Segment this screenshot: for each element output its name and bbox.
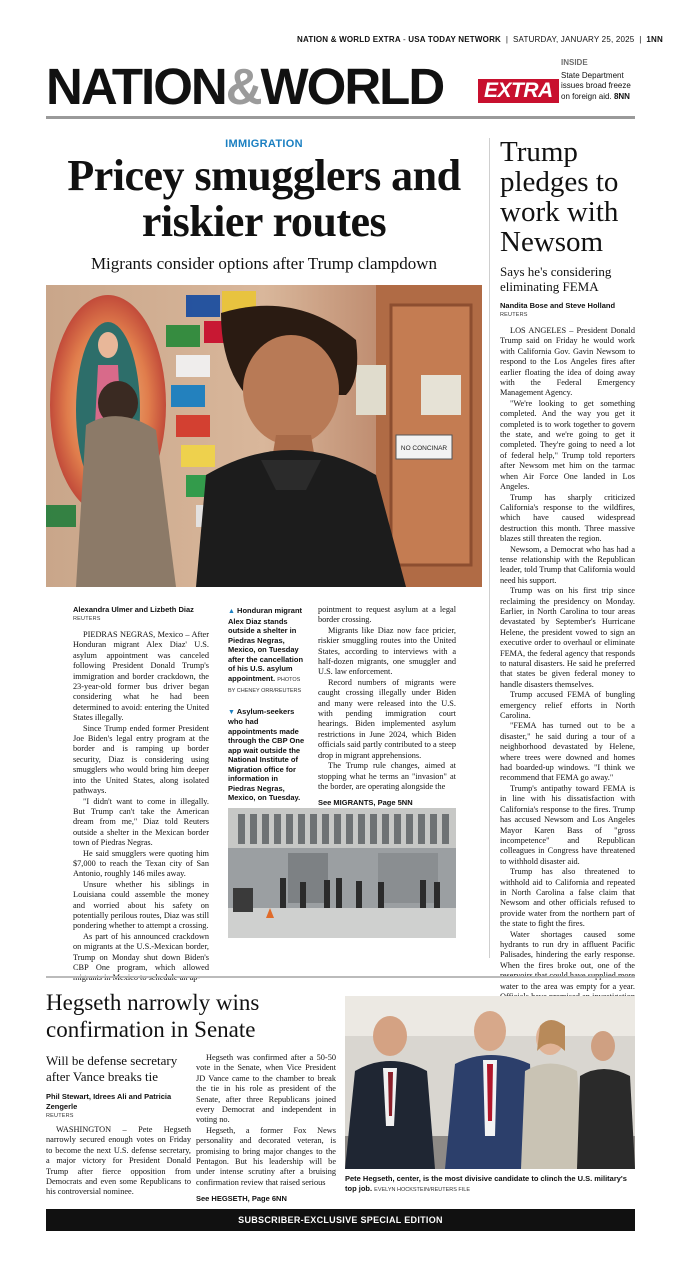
masthead-ampersand: & <box>225 58 261 115</box>
trump-paragraph: Newsom, a Democrat who has had a tense relationship with the Republican leader, told Trump that California would need his support. <box>500 544 635 585</box>
hegseth-agency: REUTERS <box>46 1113 74 1119</box>
trump-headline[interactable]: Trump pledges to work with Newsom <box>500 136 619 258</box>
masthead-word-nation: NATION <box>46 58 226 115</box>
inside-text: State Department issues broad freeze on foreign aid. <box>561 70 631 101</box>
masthead-word-world: WORLD <box>260 58 444 115</box>
trump-paragraph: LOS ANGELES – President Donald Trump said on Friday he would work with California Gov. Gavin Newsom to respond to the Los Angeles fires after earlier floating the idea of doing away with the Federal Emergency Management Agency. <box>500 326 635 398</box>
main-column-3 <box>318 605 456 808</box>
main-deck: Migrants consider options after Trump clampdown <box>90 254 438 273</box>
edition-topline: NATION & WORLD EXTRA - USA TODAY NETWORK | SATURDAY, JANUARY 25, 2025 | 1NN <box>297 35 664 44</box>
trump-paragraph: Water shortages caused some hydrants to run dry in affluent Pacific Palisades, hindering the early response. When the fires broke out, one of the water to the area was empty for a year. <box>500 929 635 991</box>
trump-paragraph: Trump's antipathy toward FEMA is in line with his dissatisfaction with California's response to the fires. Trump has accused Newsom and Los Angeles Mayor Karen Bass of "gross incompetence" and Republican colleagues in Congress have threatened to withhold disaster aid. <box>500 783 635 866</box>
hegseth-column-1 <box>46 1092 191 1198</box>
photo-sign-text: NO CONCINAR <box>400 445 448 452</box>
main-photo-caption: ▲ Honduran migrant Alex Diaz stands outside a shelter in Piedras Negras, Mexico, on Tuesday after the cancellation of his U.S. asylum appointment. PHOTOS BY CHENEY ORR/REUTERS <box>228 606 304 694</box>
main-paragraph: "I didn't want to come in illegally. But Trump can't take the American dream from me," Diaz told Reuters outside a shelter in the Mexican border town of Piedras Negras. <box>73 796 209 848</box>
triangle-up-icon: ▲ <box>228 608 235 615</box>
triangle-down-icon: ▼ <box>228 708 235 716</box>
main-jump-link[interactable]: See MIGRANTS, Page 5NN <box>318 798 413 808</box>
hegseth-paragraph: Hegseth was confirmed after a 50-50 vote in the Senate, when Vice President JD Vance came to the chamber to break the tie in his role as president of the Senate, after three Republicans joined every Democrat and independent in voting no. <box>196 1053 336 1125</box>
masthead-extra-badge: EXTRA <box>478 79 559 103</box>
masthead-rule <box>46 116 635 119</box>
inside-label: INSIDE <box>561 58 588 67</box>
main-paragraph: Unsure whether his siblings in Louisiana could assemble the money and worried about his safety on potentially perilous routes, Diaz was still pondering whether to attempt a crossing. <box>73 879 209 931</box>
main-byline: Alexandra Ulmer and Lizbeth Diaz <box>73 605 194 614</box>
inside-teaser[interactable] <box>561 58 641 102</box>
main-kicker: IMMIGRATION <box>225 138 303 150</box>
main-headline[interactable]: Pricey smugglers and riskier routes <box>67 151 461 246</box>
topline-section: NATION & WORLD EXTRA <box>297 35 401 44</box>
main-agency: REUTERS <box>73 616 101 622</box>
border-photo <box>228 808 456 938</box>
hegseth-jump-link[interactable]: See HEGSETH, Page 6NN <box>196 1194 287 1204</box>
trump-agency: REUTERS <box>500 312 528 318</box>
trump-deck: Says he's considering eliminating FEMA <box>500 264 612 294</box>
section-rule <box>46 976 635 978</box>
trump-paragraph: "We're looking to get something completed. And the way you get it completed is to work together to govern the state, and we're going to get it completed. They're going to need a lot of federal help," Trump told reporters after Newsom met him on the tarmac when Air Force One landed in Los Angeles. <box>500 398 635 492</box>
topline-network: USA TODAY NETWORK <box>408 35 502 44</box>
footer-banner: SUBSCRIBER-EXCLUSIVE SPECIAL EDITION <box>46 1209 635 1231</box>
main-paragraph: As part of his announced crackdown on migrants at the U.S.-Mexican border, Trump on Monday shut down Biden's CBP One program, which allowed <box>73 931 209 972</box>
hegseth-paragraph: Hegseth, a former Fox News personality and decorated veteran, is promising to bring major changes to the Pentagon. But his leadership will be under intense scrutiny after a bruising confirmation review that raised serious <box>196 1125 336 1187</box>
main-paragraph: PIEDRAS NEGRAS, Mexico – After Honduran migrant Alex Diaz' U.S. asylum appointment was canceled following President Donald Trump's immigration and border crackdown, the 23-year-old former bus driver began considering what he had been determined to avoid: entering the United States illegally. <box>73 630 209 723</box>
trump-paragraph: Trump was on his first trip since reclaiming the presidency on Monday. Earlier, in North Carolina to tour areas devastated by September's Hurricane Helene, the president vowed to sign an executive order to overhaul or eliminate FEMA, the federal agency that responds to natural disasters. He said he preferred that states be given federal money to handle disasters themselves. <box>500 586 635 689</box>
hegseth-headline[interactable]: Hegseth narrowly wins confirmation in Senate <box>46 990 260 1042</box>
hegseth-column-2 <box>196 1053 336 1204</box>
main-paragraph: The Trump rule changes, aimed at stopping what he terms an "invasion" at the border, are operating alongside the <box>318 761 456 791</box>
column-divider <box>489 138 490 958</box>
hegseth-byline: Phil Stewart, Idrees Ali and Patricia Zengerle <box>46 1092 172 1111</box>
border-photo-caption: ▼ Asylum-seekers who had appointments made through the CBP One app wait outside the National Institute of Migration office for information in Piedras Negras, Mexico, on Tuesday. <box>228 706 305 802</box>
inside-page: 8NN <box>613 91 630 101</box>
trump-paragraph: Trump has sharply criticized California's response to the wildfires, which have caused widespread destruction this month. Three massive blazes still threaten the region. <box>500 492 635 544</box>
main-paragraph: Migrants like Diaz now face pricier, riskier smuggling routes into the United States, according to interviews with a half-dozen migrants, one smuggler and U.S. law enforcement. <box>318 625 456 677</box>
trump-paragraph: Trump accused FEMA of bungling emergency relief efforts in North Carolina. <box>500 690 635 721</box>
main-paragraph: Since Trump ended former President Joe Biden's legal entry program at the border and is ramping up border security, Diaz is considering using smugglers who would bring him deeper into the United States, along isolated pathways. <box>73 723 209 796</box>
main-column-1 <box>73 605 209 984</box>
main-paragraph: pointment to request asylum at a legal border crossing. <box>318 605 456 625</box>
topline-page: 1NN <box>646 35 664 44</box>
trump-byline: Nandita Bose and Steve Holland <box>500 301 616 310</box>
trump-paragraph: Trump has also threatened to withhold aid to California and repeated in North Carolina a false claim that Newsom and other officials refused to provide water from the northern part of the state to fight the fires. <box>500 867 635 929</box>
photo-credit: PHOTOS BY CHENEY ORR/REUTERS <box>228 676 302 694</box>
masthead <box>46 60 566 114</box>
hegseth-photo <box>345 996 635 1169</box>
hegseth-photo-caption: Pete Hegseth, center, is the most divisive candidate to clinch the U.S. military's top job. EVELYN HOCKSTEIN/REUTERS FILE <box>345 1174 627 1193</box>
main-paragraph: He said smugglers were quoting him $7,000 to reach the Texan city of San Antonio, roughly 146 miles away. <box>73 848 209 879</box>
trump-column <box>500 301 635 1039</box>
topline-date: SATURDAY, JANUARY 25, 2025 <box>513 35 635 44</box>
main-paragraph: Record numbers of migrants were caught crossing illegally under Biden and many were released into the U.S. with pending immigration court hearings. Biden implemented asylum restrictions in June 2024, which Biden officials said partly contributed to a steep drop in migrant apprehensions. <box>318 677 456 760</box>
trump-paragraph: "FEMA has turned out to be a disaster," he said during a tour of a neighborhood devastated by Helene, where trees were downed and homes had boarded-up windows. "I think we recommend that FEMA go away." <box>500 721 635 783</box>
caption-column <box>228 606 306 803</box>
hegseth-paragraph: WASHINGTON – Pete Hegseth narrowly secured enough votes on Friday to become the next U.S. defense secretary, a major victory for President Donald Trump after fierce opposition from Democrats and even some Republicans to his controversial nominee. <box>46 1125 191 1197</box>
hegseth-deck: Will be defense secretary after Vance breaks tie <box>46 1053 178 1084</box>
hegseth-photo-credit: EVELYN HOCKSTEIN/REUTERS FILE <box>374 1186 471 1193</box>
main-photo <box>46 285 482 587</box>
